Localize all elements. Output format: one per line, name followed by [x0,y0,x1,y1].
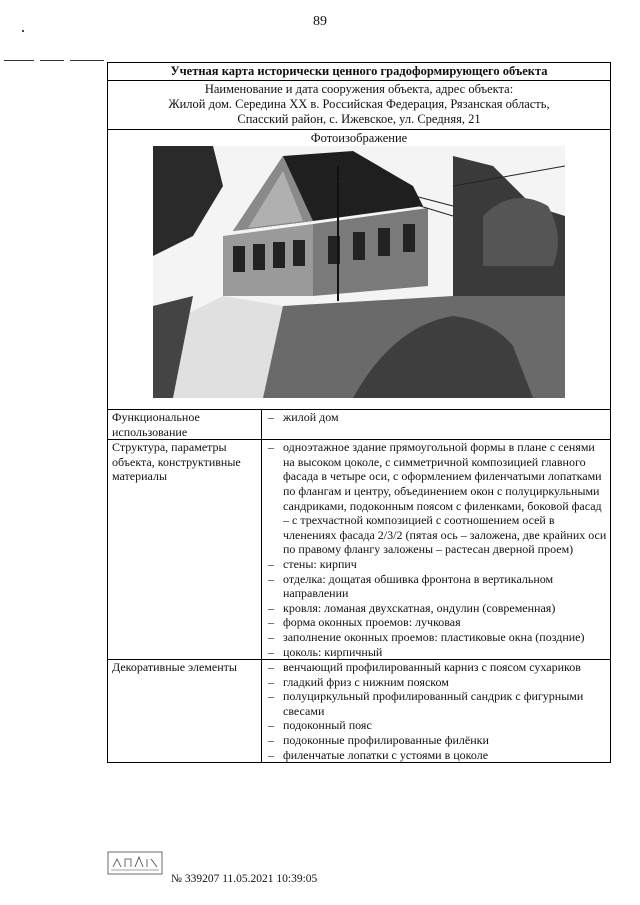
object-name-label: Наименование и дата сооружения объекта, адрес объекта: [204,82,514,96]
card-title: Учетная карта исторически ценного градоформирующего объекта [108,63,610,81]
row-label: Функциональное использование [108,410,262,440]
registry-stamp-icon [107,851,163,875]
list-item: – цоколь: кирпичный [266,645,607,660]
list-item: – подоконные профилированные филёнки [266,733,607,748]
photo-block [108,130,610,410]
scan-speck [22,30,24,32]
list-item: – жилой дом [266,410,607,425]
list-item: – заполнение оконных проемов: пластиковые окна (поздние) [266,630,607,645]
accounting-card [107,62,611,763]
list-item: – полуциркульный профилированный сандрик с фигурными свесами [266,689,607,718]
list-item: – гладкий фриз с нижним пояском [266,675,607,690]
page-number: 89 [313,14,327,29]
row-content [262,660,611,763]
list-item: – филенчатые лопатки с устоями в цоколе [266,748,607,763]
list-item: – кровля: ломаная двухскатная, ондулин (современная) [266,601,607,616]
list-item: – подоконный пояс [266,718,607,733]
row-label: Декоративные элементы [108,660,262,763]
house-photo [153,146,565,398]
list-item: – стены: кирпич [266,557,607,572]
table-row [108,410,610,440]
row-content [262,440,611,660]
object-name-line-1: Жилой дом. Середина XX в. Российская Федерация, Рязанская область, [168,97,550,111]
document-number: № 339207 11.05.2021 10:39:05 [171,873,318,885]
photo-caption: Фотоизображение [310,131,408,145]
object-name-block [108,81,610,130]
object-name-line-2: Спасский район, с. Ижевское, ул. Средняя, 21 [237,112,481,126]
margin-rule-marks [0,60,100,66]
list-item: – форма оконных проемов: лучковая [266,615,607,630]
row-content [262,410,611,440]
table-row [108,440,610,660]
row-label: Структура, параметры объекта, конструктивные материалы [108,440,262,660]
footer [107,851,407,891]
list-item: – одноэтажное здание прямоугольной формы в плане с сенями на высоком цоколе, с симметричной композицией главного фасада в четыре оси, с оформлением филенчатыми лопатками по флангам и центру, объединением окон с полуциркульными сандриками, подоконным поясом с филенками, боковой фасад – с трехчастной композицией с соотношением осей в членениях фасада 2/3/2 (пятая ось – заложена, две крайних оси по правому флангу заложены – растесан дверной проем) [266,440,607,557]
properties-table [108,410,610,762]
list-item: – отделка: дощатая обшивка фронтона в вертикальном направлении [266,572,607,601]
list-item: – венчающий профилированный карниз с поясом сухариков [266,660,607,675]
table-row [108,660,610,763]
